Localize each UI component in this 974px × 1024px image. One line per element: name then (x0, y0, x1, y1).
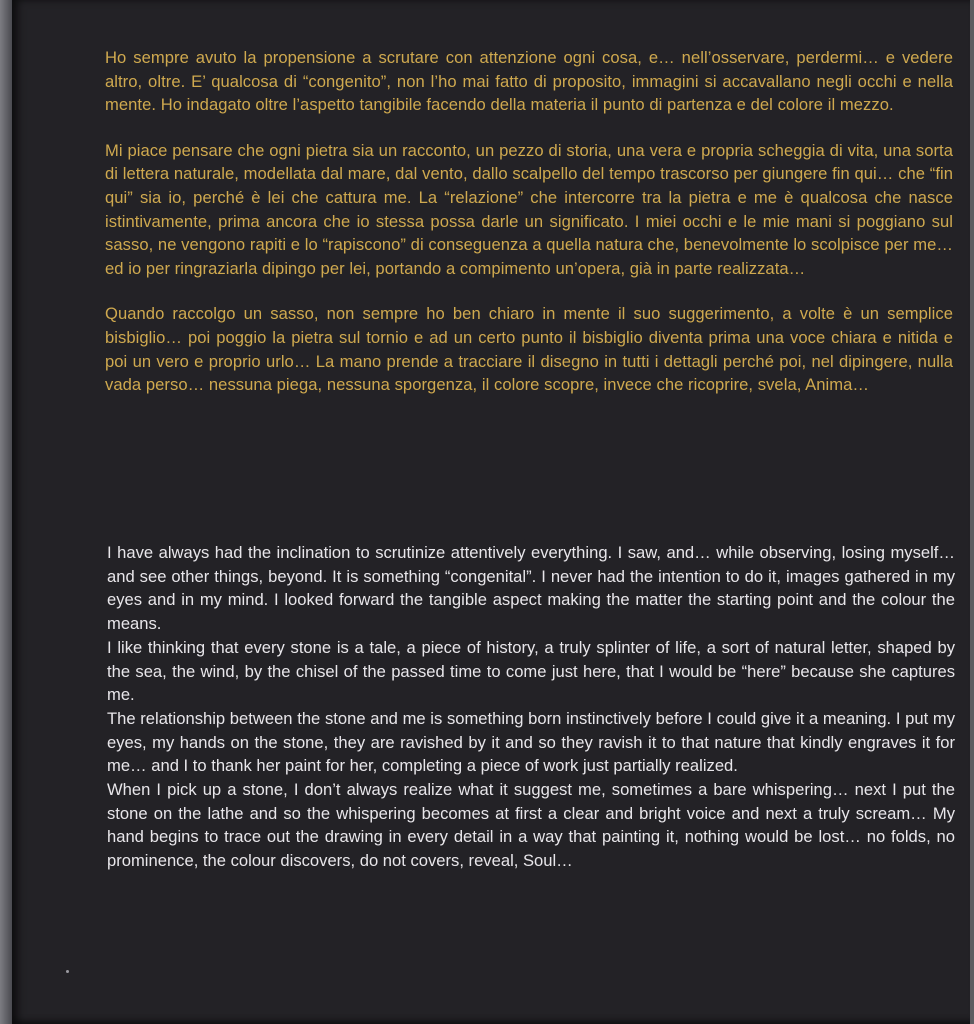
english-paragraph-3: The relationship between the stone and me is something born instinctively before I could give it a meaning. I put my eyes, my hands on the stone, they are ravished by it and so they ravish it to that nature that kindly engraves it for me… and I to thank her paint for her, completing a piece of work just partially realized. (107, 708, 955, 776)
paper-speck (66, 970, 69, 973)
italian-paragraph-3: Quando raccolgo un sasso, non sempre ho ben chiaro in mente il suo suggerimento, a volte è un semplice bisbiglio… poi poggio la pietra sul tornio e ad un certo punto il bisbiglio diventa prima una voce chiara e nitida e poi un vero e proprio urlo… La mano prende a tracciare il disegno in tutti i dettagli perché poi, nel dipingere, nulla vada perso… nessuna piega, nessuna sporgenza, il colore scopre, invece che ricoprire, svela, Anima… (105, 304, 953, 395)
english-paragraph-4: When I pick up a stone, I don’t always realize what it suggest me, sometimes a bare whispering… next I put the stone on the lathe and so the whispering becomes at first a clear and bright voice and next a truly scream… My hand begins to trace out the drawing in every detail in a way that painting it, nothing would be lost… no folds, no prominence, the colour discovers, do not covers, reveal, Soul… (107, 780, 955, 871)
english-paragraph-1: I have always had the inclination to scrutinize attentively everything. I saw, and… while observing, losing myself… and see other things, beyond. It is something “congenital”. I never had the intention to do it, images gathered in my eyes and in my mind. I looked forward the tangible aspect making the matter the starting point and the colour the means. (107, 543, 955, 634)
page-right-edge (970, 0, 974, 1024)
italian-paragraph-2: Mi piace pensare che ogni pietra sia un racconto, un pezzo di storia, una vera e propria scheggia di vita, una sorta di lettera naturale, modellata dal mare, dal vento, dallo scalpello del tempo trascorso per giungere fin qui… che “fin qui” sia io, perché è lei che cattura me. La “relazione” che intercorre tra la pietra e me è qualcosa che nasce istintivamente, prima ancora che io stessa possa darle un significato. I miei occhi e le mie mani si poggiano sul sasso, ne vengono rapiti e lo “rapiscono” di conseguenza a quella natura che, benevolmente lo scolpisce per me… ed io per ringraziarla dipingo per lei, portando a compimento un’opera, già in parte realizzata… (105, 140, 953, 278)
italian-text-block (105, 46, 953, 419)
english-text-block (107, 541, 955, 873)
page-left-edge (0, 0, 12, 1024)
italian-paragraph-1: Ho sempre avuto la propensione a scrutare con attenzione ogni cosa, e… nell’osservare, perdermi… e vedere altro, oltre. E’ qualcosa di “congenito”, non l’ho mai fatto di proposito, immagini si accavallano negli occhi e nella mente. Ho indagato oltre l’aspetto tangibile facendo della materia il punto di partenza e del colore il mezzo. (105, 48, 953, 115)
english-paragraph-2: I like thinking that every stone is a tale, a piece of history, a truly splinter of life, a sort of natural letter, shaped by the sea, the wind, by the chisel of the passed time to come just here, that I would be “here” because she captures me. (107, 637, 955, 705)
document-page (12, 0, 974, 1024)
